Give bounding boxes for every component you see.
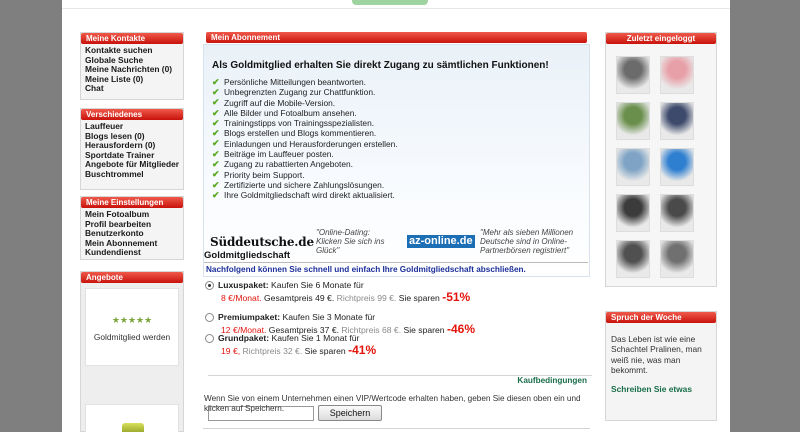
feature-text: Alle Bilder und Fotoalbum ansehen. — [224, 107, 357, 118]
feature-text: Ihre Goldmitgliedschaft wird direkt aktualisiert. — [224, 190, 395, 201]
promo-panel — [203, 44, 590, 277]
checkmark-icon: ✔ — [212, 97, 220, 108]
package-total: Gesamtpreis 49 €. — [261, 293, 335, 303]
avatar[interactable] — [616, 148, 650, 186]
settings-box — [80, 196, 184, 260]
feature-text: Blogs erstellen und Blogs kommentieren. — [224, 128, 377, 139]
package-save-label: Sie sparen — [396, 293, 443, 303]
avatar[interactable] — [660, 194, 694, 232]
checkmark-icon: ✔ — [212, 179, 220, 190]
feature-item — [212, 128, 398, 138]
misc-item[interactable]: Angebote für Mitglieder — [85, 159, 179, 170]
misc-item[interactable]: Herausfordern (0) — [85, 140, 156, 151]
package-name: Premiumpaket: — [218, 312, 281, 322]
az-online-logo: az-online.de — [409, 235, 473, 247]
avatar[interactable] — [660, 102, 694, 140]
package-save-label: Sie sparen — [401, 325, 447, 335]
misc-item[interactable]: Blogs lesen (0) — [85, 130, 145, 141]
contacts-item[interactable]: Meine Liste (0) — [85, 73, 144, 84]
press-quote-1: "Online-Dating: Klicken Sie sich ins Glück" — [316, 228, 385, 256]
settings-list — [81, 208, 183, 261]
avatar[interactable] — [660, 148, 694, 186]
feature-item — [212, 139, 398, 149]
sueddeutsche-logo: Süddeutsche.de — [210, 235, 314, 249]
feature-text: Einladungen und Herausforderungen erstellen. — [224, 138, 398, 149]
misc-item[interactable]: Buschtrommel — [85, 168, 144, 179]
package-total: Gesamtpreis 37 €. — [266, 325, 339, 335]
checkmark-icon: ✔ — [212, 86, 220, 97]
contacts-item[interactable]: Meine Nachrichten (0) — [85, 64, 173, 75]
press-quote-2: "Mehr als sieben Millionen Deutsche sind in Online-Partnerbörsen registriert" — [480, 228, 574, 256]
recently-online-box — [605, 32, 717, 287]
feature-text: Zugang zu rabattierten Angeboten. — [224, 159, 353, 170]
avatar[interactable] — [616, 102, 650, 140]
settings-item[interactable]: Mein Abonnement — [85, 237, 158, 248]
feature-item — [212, 159, 398, 169]
settings-header: Meine Einstellungen — [81, 197, 183, 208]
package-radio-premium[interactable] — [205, 313, 214, 322]
package-save-pct: -41% — [348, 343, 377, 357]
contacts-item[interactable]: Kontakte suchen — [85, 45, 153, 55]
offer-logo-icon — [122, 423, 144, 432]
quote-text: Das Leben ist wie eine Schachtel Pralinen, man weiß nie, was man bekommt. — [611, 334, 702, 376]
save-button[interactable]: Speichern — [318, 405, 382, 421]
package-name: Luxuspaket: — [218, 280, 269, 290]
package-save-label: Sie sparen — [302, 346, 349, 356]
settings-item[interactable]: Kundendienst — [85, 247, 141, 258]
settings-item[interactable]: Profil bearbeiten — [85, 218, 152, 229]
package-save-pct: -46% — [446, 322, 475, 336]
misc-box — [80, 108, 184, 190]
feature-item — [212, 180, 398, 190]
checkmark-icon: ✔ — [212, 169, 220, 180]
divider — [203, 428, 590, 429]
package-radio-grund[interactable] — [205, 334, 214, 343]
feature-text: Zugriff auf die Mobile-Version. — [224, 97, 336, 108]
package-monthly: 12 €/Monat. — [221, 325, 267, 335]
quote-of-week-box — [605, 311, 717, 421]
terms-link[interactable]: Kaufbedingungen — [517, 376, 587, 385]
feature-text: Beiträge im Lauffeuer posten. — [224, 149, 334, 160]
promo-headline: Als Goldmitglied erhalten Sie direkt Zugang zu sämtlichen Funktionen! — [212, 60, 549, 71]
feature-item — [212, 108, 398, 118]
misc-header: Verschiedenes — [81, 109, 183, 120]
package-monthly: 19 €, — [221, 346, 241, 356]
feature-text: Persönliche Mitteilungen beantworten. — [224, 77, 366, 87]
gold-offer-card[interactable] — [85, 288, 179, 366]
rating-stars-icon: ★★★★★ — [111, 315, 153, 325]
gold-offer-label: Goldmitglied werden — [93, 332, 171, 342]
misc-item[interactable]: Lauffeuer — [85, 121, 124, 131]
feature-text: Priority beim Support. — [224, 169, 305, 180]
voucher-info-text: Wenn Sie von einem Unternehmen einen VIP/Wertcode erhalten haben, geben Sie diesen oben ein und klicken auf Speichern. — [204, 394, 581, 414]
misc-item[interactable]: Sportdate Trainer — [85, 149, 155, 160]
package-desc: Kaufen Sie 1 Monat für — [269, 333, 360, 343]
avatar[interactable] — [660, 240, 694, 278]
contacts-list — [81, 44, 183, 97]
checkmark-icon: ✔ — [212, 138, 220, 149]
feature-item — [212, 190, 398, 200]
checkmark-icon: ✔ — [212, 107, 220, 118]
offers-box — [80, 271, 184, 432]
settings-item[interactable]: Mein Fotoalbum — [85, 209, 150, 219]
main-content — [200, 32, 593, 432]
avatar[interactable] — [616, 56, 650, 94]
checkmark-icon: ✔ — [212, 148, 220, 159]
contacts-item[interactable]: Chat — [85, 83, 104, 94]
checkmark-icon: ✔ — [212, 128, 220, 139]
checkmark-icon: ✔ — [212, 189, 220, 200]
avatar[interactable] — [616, 194, 650, 232]
feature-text: Trainingstipps von Trainingsspezialisten. — [224, 118, 375, 129]
package-regular: Richtpreis 68 €. — [339, 325, 402, 335]
subscription-header: Mein Abonnement — [206, 32, 587, 43]
misc-list — [81, 120, 183, 183]
feature-item — [212, 170, 398, 180]
contacts-item[interactable]: Globale Suche — [85, 54, 144, 65]
feature-item — [212, 87, 398, 97]
feature-item — [212, 77, 398, 87]
checkmark-icon: ✔ — [212, 117, 220, 128]
package-monthly: 8 €/Monat. — [221, 293, 262, 303]
recently-online-header: Zuletzt eingeloggt — [606, 33, 716, 44]
offers-header: Angebote — [81, 272, 183, 283]
page — [62, 0, 730, 432]
avatar[interactable] — [660, 56, 694, 94]
offer-card-2[interactable] — [85, 404, 179, 432]
top-tab-indicator[interactable] — [352, 0, 428, 5]
feature-item — [212, 98, 398, 108]
contacts-box — [80, 32, 184, 100]
quote-of-week-header: Spruch der Woche — [606, 312, 716, 323]
contacts-header: Meine Kontakte — [81, 33, 183, 44]
membership-intro: Nachfolgend können Sie schnell und einfach Ihre Goldmitgliedschaft abschließen. — [206, 265, 526, 274]
feature-list — [212, 77, 398, 201]
package-radio-luxus[interactable] — [205, 281, 214, 290]
feature-item — [212, 118, 398, 128]
package-name: Grundpaket: — [218, 333, 270, 343]
package-desc: Kaufen Sie 3 Monate für — [280, 312, 376, 322]
membership-title: Goldmitgliedschaft — [204, 250, 588, 263]
write-something-link[interactable]: Schreiben Sie etwas — [611, 384, 692, 394]
avatar[interactable] — [616, 240, 650, 278]
feature-text: Unbegrenzten Zugang zur Chattfunktion. — [224, 87, 376, 98]
feature-item — [212, 149, 398, 159]
package-save-pct: -51% — [442, 290, 471, 304]
top-bar — [62, 0, 730, 9]
checkmark-icon: ✔ — [212, 159, 220, 170]
checkmark-icon: ✔ — [212, 76, 220, 87]
package-regular: Richtpreis 32 €. — [240, 346, 303, 356]
package-regular: Richtpreis 99 €. — [334, 293, 397, 303]
feature-text: Zertifizierte und sichere Zahlungslösungen. — [224, 179, 385, 190]
package-desc: Kaufen Sie 6 Monate für — [268, 280, 364, 290]
settings-item[interactable]: Benutzerkonto — [85, 228, 144, 239]
